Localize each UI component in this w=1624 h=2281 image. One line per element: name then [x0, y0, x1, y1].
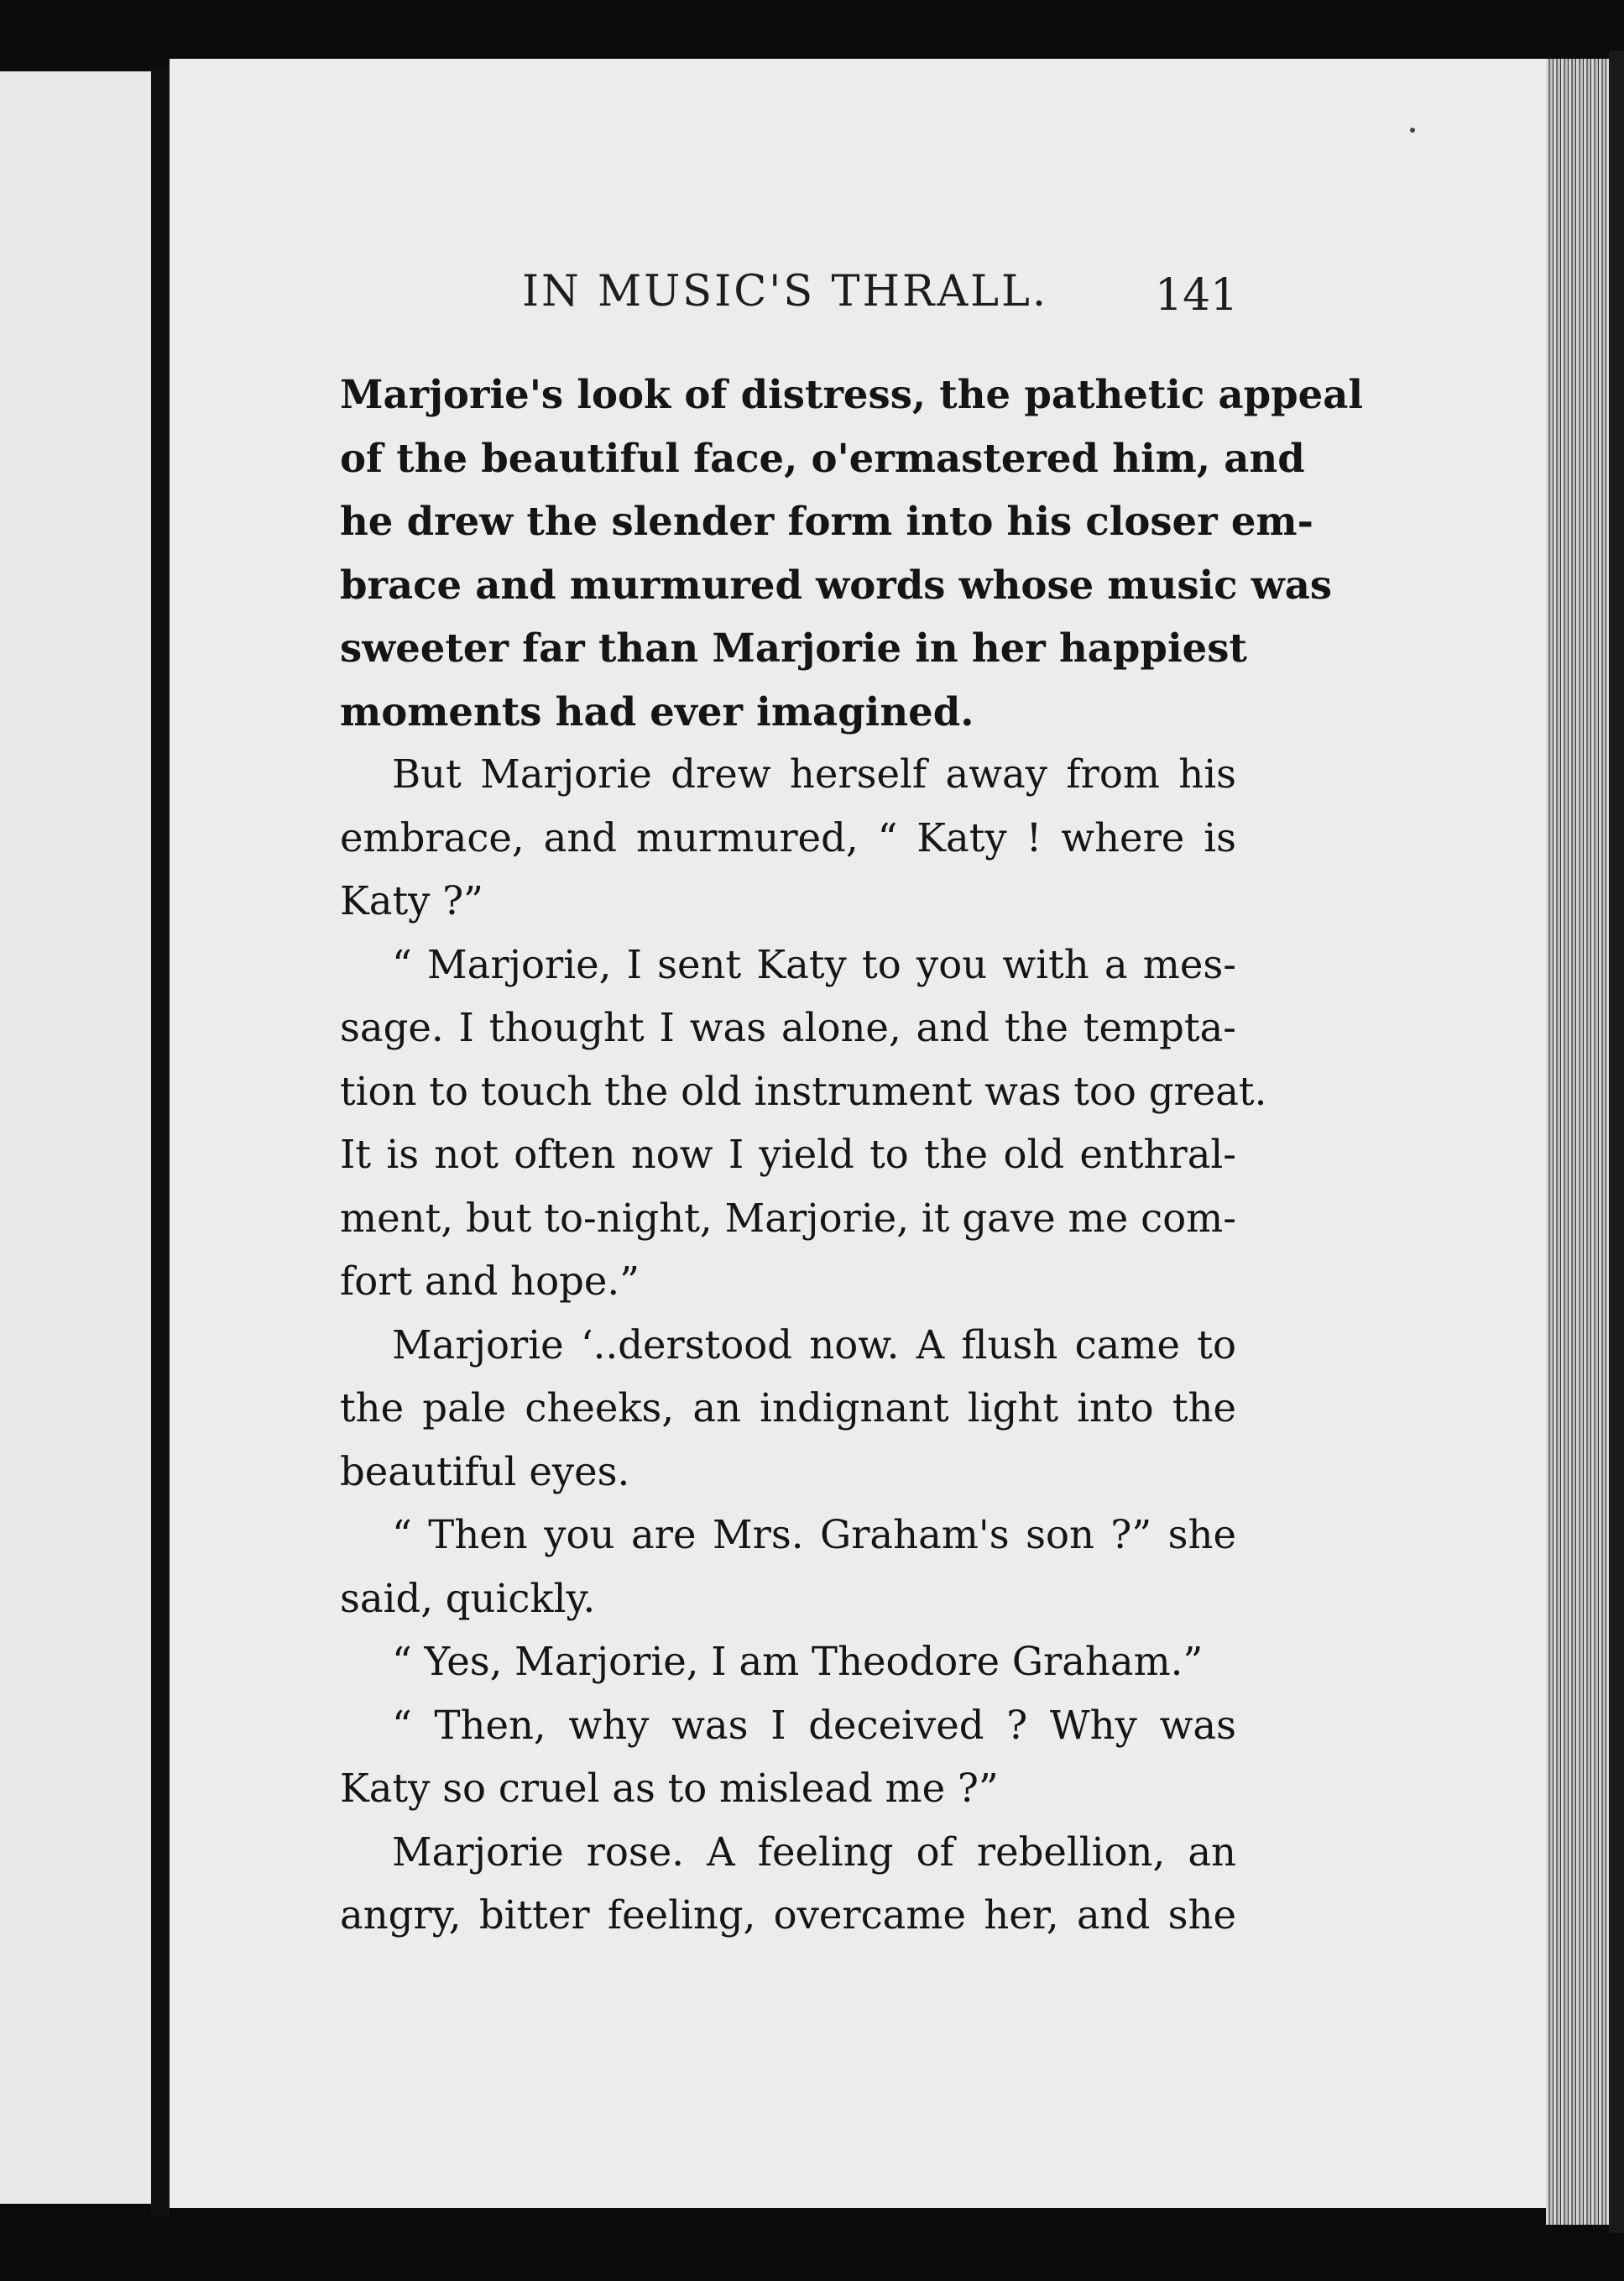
text-line: moments had ever imagined. [340, 688, 974, 735]
text-line: angry, bitter feeling, overcame her, and she [340, 1892, 1236, 1938]
text-line: of the beautiful face, o'ermastered him, and [340, 434, 1305, 481]
text-line: “ Then you are Mrs. Graham's son ?” she [392, 1512, 1236, 1557]
page-speck [1410, 128, 1415, 133]
text-line: “ Then, why was I deceived ? Why was [392, 1702, 1236, 1748]
text-line: “ Marjorie, I sent Katy to you with a mes- [392, 941, 1236, 987]
text-line: Marjorie ʻ..derstood now. A flush came to [392, 1321, 1236, 1368]
gutter-shadow [151, 67, 170, 2216]
text-line: brace and murmured words whose music was [340, 561, 1333, 608]
text-line: fort and hope.” [340, 1258, 640, 1304]
text-line: embrace, and murmured, “ Katy ! where is [340, 814, 1236, 861]
text-line: But Marjorie drew herself away from his [392, 751, 1236, 797]
body-text [340, 363, 1364, 1948]
text-line: It is not often now I yield to the old enthral- [340, 1132, 1236, 1177]
text-line: “ Yes, Marjorie, I am Theodore Graham.” [392, 1639, 1204, 1684]
text-line: sage. I thought I was alone, and the tempta- [340, 1005, 1236, 1050]
page-stack-edge [1546, 59, 1609, 2225]
text-line: beautiful eyes. [340, 1448, 630, 1494]
text-line: Marjorie rose. A feeling of rebellion, an [392, 1828, 1236, 1875]
previous-page-edge [0, 71, 151, 2204]
text-line: Marjorie's look of distress, the pathetic appeal [340, 371, 1364, 417]
text-line: he drew the slender form into his closer em- [340, 498, 1313, 544]
text-line: said, quickly. [340, 1575, 596, 1621]
text-line: ment, but to-night, Marjorie, it gave me com- [340, 1195, 1236, 1241]
text-line: Katy so cruel as to mislead me ?” [340, 1766, 999, 1811]
text-line: sweeter far than Marjorie in her happiest [340, 625, 1247, 671]
scan-border [1609, 50, 1624, 2233]
page-number: 141 [1155, 270, 1239, 321]
text-line: the pale cheeks, an indignant light into the [340, 1385, 1236, 1431]
running-head-title: IN MUSIC'S THRALL. [522, 267, 1049, 317]
text-line: Katy ?” [340, 878, 483, 923]
text-line: tion to touch the old instrument was too great. [340, 1068, 1267, 1114]
